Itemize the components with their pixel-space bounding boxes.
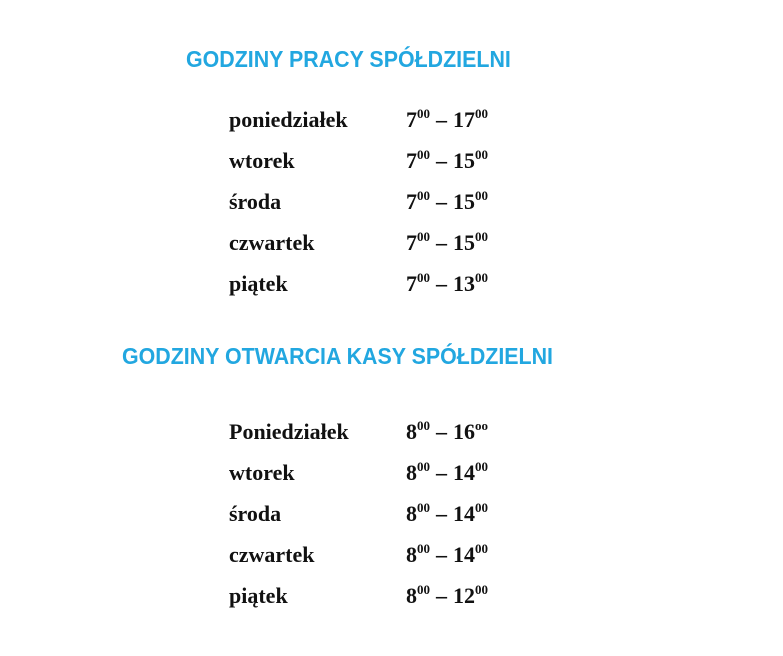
close-hour: 15 xyxy=(453,230,475,255)
day-label: poniedziałek xyxy=(229,107,348,132)
hours-range xyxy=(406,271,488,297)
range-dash: – xyxy=(436,419,447,444)
day-label: czwartek xyxy=(229,230,315,255)
range-dash: – xyxy=(436,189,447,214)
open-hour: 7 xyxy=(406,189,417,214)
schedule-row xyxy=(229,583,549,624)
close-hour: 16 xyxy=(453,419,475,444)
office-hours-heading: GODZINY PRACY SPÓŁDZIELNI xyxy=(186,46,511,72)
close-minutes: 00 xyxy=(475,188,488,203)
hours-range xyxy=(406,419,488,445)
day-label: wtorek xyxy=(229,148,295,173)
range-dash: – xyxy=(436,271,447,296)
close-minutes: 00 xyxy=(475,147,488,162)
close-minutes: 00 xyxy=(475,459,488,474)
close-minutes: 00 xyxy=(475,229,488,244)
hours-range xyxy=(406,583,488,609)
schedule-row xyxy=(229,271,549,312)
close-hour: 12 xyxy=(453,583,475,608)
open-hour: 8 xyxy=(406,419,417,444)
open-minutes: 00 xyxy=(417,500,430,515)
hours-range xyxy=(406,460,488,486)
schedule-row xyxy=(229,460,549,501)
office-hours-table xyxy=(229,107,549,312)
day-label: Poniedziałek xyxy=(229,419,349,444)
open-hour: 7 xyxy=(406,271,417,296)
open-hour: 8 xyxy=(406,583,417,608)
range-dash: – xyxy=(436,460,447,485)
close-minutes: 00 xyxy=(475,541,488,556)
schedule-row xyxy=(229,419,549,460)
open-minutes: 00 xyxy=(417,541,430,556)
open-hour: 8 xyxy=(406,542,417,567)
schedule-row xyxy=(229,148,549,189)
close-hour: 14 xyxy=(453,501,475,526)
close-hour: 15 xyxy=(453,148,475,173)
hours-range xyxy=(406,542,488,568)
range-dash: – xyxy=(436,148,447,173)
range-dash: – xyxy=(436,583,447,608)
day-label: piątek xyxy=(229,271,288,296)
open-hour: 7 xyxy=(406,107,417,132)
close-minutes: 00 xyxy=(475,270,488,285)
close-minutes: 00 xyxy=(475,500,488,515)
range-dash: – xyxy=(436,107,447,132)
open-minutes: 00 xyxy=(417,106,430,121)
hours-range xyxy=(406,501,488,527)
close-hour: 14 xyxy=(453,460,475,485)
day-label: czwartek xyxy=(229,542,315,567)
hours-range xyxy=(406,230,488,256)
close-minutes: 00 xyxy=(475,106,488,121)
open-hour: 7 xyxy=(406,230,417,255)
close-hour: 15 xyxy=(453,189,475,214)
close-minutes: oo xyxy=(475,418,488,433)
schedule-row xyxy=(229,230,549,271)
range-dash: – xyxy=(436,542,447,567)
hours-range xyxy=(406,189,488,215)
open-hour: 8 xyxy=(406,460,417,485)
schedule-row xyxy=(229,501,549,542)
day-label: środa xyxy=(229,501,282,526)
open-minutes: 00 xyxy=(417,459,430,474)
close-hour: 14 xyxy=(453,542,475,567)
cashier-hours-table xyxy=(229,419,549,624)
open-hour: 8 xyxy=(406,501,417,526)
day-label: wtorek xyxy=(229,460,295,485)
close-minutes: 00 xyxy=(475,582,488,597)
open-minutes: 00 xyxy=(417,188,430,203)
day-label: środa xyxy=(229,189,282,214)
day-label: piątek xyxy=(229,583,288,608)
open-hour: 7 xyxy=(406,148,417,173)
range-dash: – xyxy=(436,230,447,255)
hours-range xyxy=(406,107,488,133)
open-minutes: 00 xyxy=(417,418,430,433)
range-dash: – xyxy=(436,501,447,526)
hours-range xyxy=(406,148,488,174)
open-minutes: 00 xyxy=(417,582,430,597)
open-minutes: 00 xyxy=(417,270,430,285)
open-minutes: 00 xyxy=(417,229,430,244)
open-minutes: 00 xyxy=(417,147,430,162)
cashier-hours-heading: GODZINY OTWARCIA KASY SPÓŁDZIELNI xyxy=(122,343,553,369)
close-hour: 17 xyxy=(453,107,475,132)
close-hour: 13 xyxy=(453,271,475,296)
schedule-row xyxy=(229,189,549,230)
schedule-row xyxy=(229,542,549,583)
schedule-row xyxy=(229,107,549,148)
